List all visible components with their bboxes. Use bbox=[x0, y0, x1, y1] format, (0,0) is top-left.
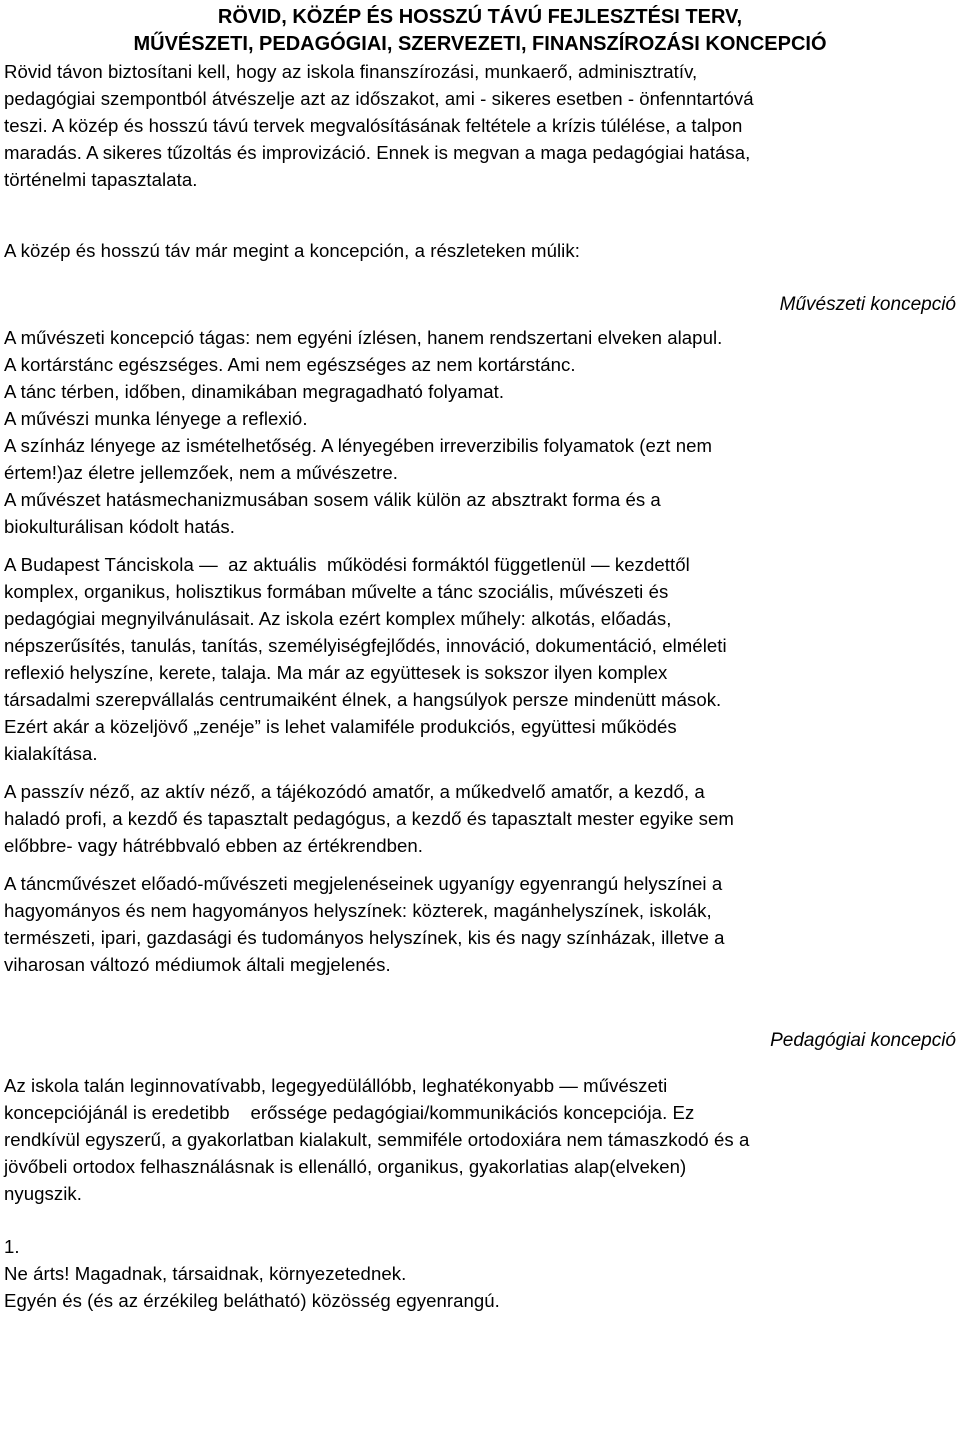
text-line: történelmi tapasztalata. bbox=[4, 169, 198, 190]
art-paragraph-2 bbox=[4, 551, 956, 767]
text-line: nyugszik. bbox=[4, 1183, 82, 1204]
text-line: Ezért akár a közeljövő „zenéje” is lehet valamiféle produkciós, együttesi működés bbox=[4, 716, 677, 737]
text-line: Az iskola talán leginnovatívabb, legegyedülállóbb, leghatékonyabb — művészeti bbox=[4, 1075, 668, 1096]
text-line: A kortárstánc egészséges. Ami nem egészséges az nem kortárstánc. bbox=[4, 354, 576, 375]
text-line: pedagógiai szempontból átvészelje azt az időszakot, ami - sikeres esetben - önfenntartóvá bbox=[4, 88, 754, 109]
text-line: teszi. A közép és hosszú távú tervek megvalósításának feltétele a krízis túlélése, a talpon bbox=[4, 115, 743, 136]
text-line: maradás. A sikeres tűzoltás és improvizáció. Ennek is megvan a maga pedagógiai hatása, bbox=[4, 142, 751, 163]
text-line: értem!)az életre jellemzőek, nem a művészetre. bbox=[4, 462, 398, 483]
text-line: pedagógiai megnyilvánulásait. Az iskola ezért komplex műhely: alkotás, előadás, bbox=[4, 608, 672, 629]
text-line: biokulturálisan kódolt hatás. bbox=[4, 516, 235, 537]
text-line: társadalmi szerepvállalás centrumaiként élnek, a hangsúlyok persze mindenütt mások. bbox=[4, 689, 722, 710]
title-line-1: RÖVID, KÖZÉP ÉS HOSSZÚ TÁVÚ FEJLESZTÉSI TERV, bbox=[217, 6, 743, 28]
text-line: jövőbeli ortodox felhasználásnak is ellenálló, organikus, gyakorlatias alap(elveken) bbox=[4, 1156, 687, 1177]
pedagogy-paragraph-1 bbox=[4, 1072, 956, 1207]
text-line: A passzív néző, az aktív néző, a tájékozódó amatőr, a műkedvelő amatőr, a kezdő, a bbox=[4, 781, 705, 802]
pedagogy-paragraph-2 bbox=[4, 1260, 956, 1314]
text-line: népszerűsítés, tanulás, tanítás, személyiségfejlődés, innováció, dokumentáció, elméleti bbox=[4, 635, 727, 656]
text-line: koncepciójánál is eredetibb erőssége pedagógiai/kommunikációs koncepciója. Ez bbox=[4, 1102, 695, 1123]
lead-sentence: A közép és hosszú táv már megint a koncepción, a részleteken múlik: bbox=[4, 240, 580, 261]
text-line: A művészet hatásmechanizmusában sosem válik külön az absztrakt forma és a bbox=[4, 489, 661, 510]
text-line: kialakítása. bbox=[4, 743, 98, 764]
text-line: reflexió helyszíne, kerete, talaja. Ma már az együttesek is sokszor ilyen komplex bbox=[4, 662, 668, 683]
text-line: A művészeti koncepció tágas: nem egyéni ízlésen, hanem rendszertani elveken alapul. bbox=[4, 327, 723, 348]
art-paragraph-1 bbox=[4, 324, 956, 540]
text-line: A tánc térben, időben, dinamikában megragadható folyamat. bbox=[4, 381, 505, 402]
title-line-2: MŰVÉSZETI, PEDAGÓGIAI, SZERVEZETI, FINANSZÍROZÁSI KONCEPCIÓ bbox=[133, 33, 827, 55]
text-line: haladó profi, a kezdő és tapasztalt pedagógus, a kezdő és tapasztalt mester egyike sem bbox=[4, 808, 734, 829]
text-line: A színház lényege az ismételhetőség. A lényegében irreverzibilis folyamatok (ezt nem bbox=[4, 435, 713, 456]
text-line: Egyén és (és az érzékileg belátható) közösség egyenrangú. bbox=[4, 1290, 500, 1311]
intro-paragraph bbox=[4, 58, 956, 193]
text-line: viharosan változó médiumok általi megjelenés. bbox=[4, 954, 391, 975]
text-line: Ne árts! Magadnak, társaidnak, környezetednek. bbox=[4, 1263, 407, 1284]
text-line: A művészi munka lényege a reflexió. bbox=[4, 408, 308, 429]
document-title bbox=[4, 4, 956, 58]
pedagogy-concept-heading: Pedagógiai koncepció bbox=[770, 1030, 956, 1051]
text-line: A táncművészet előadó-művészeti megjelenéseinek ugyanígy egyenrangú helyszínei a bbox=[4, 873, 723, 894]
text-line: előbbre- vagy hátrébbvaló ebben az értékrendben. bbox=[4, 835, 423, 856]
text-line: Rövid távon biztosítani kell, hogy az iskola finanszírozási, munkaerő, adminisztratív, bbox=[4, 61, 698, 82]
art-paragraph-3 bbox=[4, 778, 956, 859]
text-line: komplex, organikus, holisztikus formában művelte a tánc szociális, művészeti és bbox=[4, 581, 669, 602]
text-line: természeti, ipari, gazdasági és tudományos helyszínek, kis és nagy színházak, illetve a bbox=[4, 927, 725, 948]
art-concept-heading: Művészeti koncepció bbox=[779, 294, 956, 315]
text-line: hagyományos és nem hagyományos helyszínek: közterek, magánhelyszínek, iskolák, bbox=[4, 900, 712, 921]
text-line: rendkívül egyszerű, a gyakorlatban kialakult, semmiféle ortodoxiára nem támaszkodó és a bbox=[4, 1129, 750, 1150]
art-paragraph-4 bbox=[4, 870, 956, 978]
list-number: 1. bbox=[4, 1236, 20, 1257]
text-line: A Budapest Tánciskola — az aktuális működési formáktól függetlenül — kezdettől bbox=[4, 554, 690, 575]
